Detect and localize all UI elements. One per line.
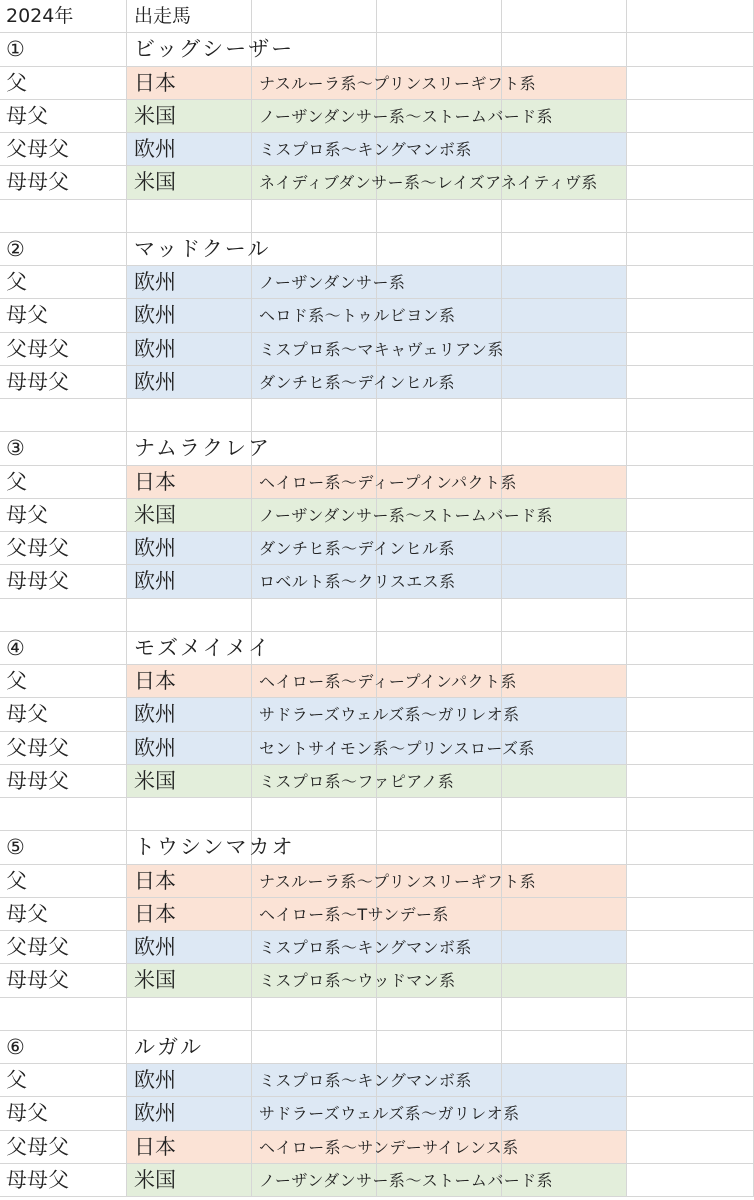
- grid-cell[interactable]: [627, 366, 754, 399]
- blank-row: [0, 998, 754, 1031]
- grid-cell[interactable]: [627, 67, 754, 100]
- region-label: 米国: [134, 170, 176, 195]
- grid-cell[interactable]: [377, 1031, 502, 1064]
- sire-line: サドラーズウェルズ系～ガリレオ系: [259, 1104, 520, 1124]
- horse-name: ビッグシーザー: [134, 37, 295, 62]
- relation-label: 父母父: [6, 935, 69, 959]
- grid-cell[interactable]: [627, 665, 754, 698]
- blank-row: [0, 599, 754, 632]
- grid-cell[interactable]: [627, 632, 754, 665]
- pedigree-row: [0, 931, 754, 964]
- region-label: 米国: [134, 968, 176, 993]
- pedigree-row: [0, 565, 754, 598]
- sire-line: ノーザンダンサー系～ストームバード系: [259, 1170, 553, 1190]
- horse-number: ③: [6, 436, 25, 461]
- grid-cell[interactable]: [127, 798, 252, 831]
- grid-cell[interactable]: [502, 366, 627, 399]
- pedigree-row: [0, 532, 754, 565]
- grid-cell[interactable]: [627, 266, 754, 299]
- sire-line: ナスルーラ系～プリンスリーギフト系: [259, 73, 537, 93]
- pedigree-row: [0, 299, 754, 332]
- region-label: 日本: [134, 669, 176, 693]
- grid-cell[interactable]: [502, 1031, 627, 1064]
- relation-label: 母父: [6, 103, 48, 128]
- region-label: 日本: [134, 469, 176, 494]
- pedigree-row: [0, 366, 754, 399]
- relation-label: 父: [6, 270, 27, 294]
- header-row: [0, 0, 754, 33]
- region-label: 欧州: [134, 270, 176, 294]
- relation-label: 母母父: [6, 569, 69, 594]
- relation-label: 母父: [6, 502, 48, 527]
- grid-cell[interactable]: [377, 798, 502, 831]
- grid-cell[interactable]: [627, 466, 754, 499]
- grid-cell[interactable]: [502, 233, 627, 266]
- blank-row: [0, 200, 754, 233]
- grid-cell[interactable]: [502, 266, 627, 299]
- grid-cell[interactable]: [502, 0, 627, 33]
- grid-cell[interactable]: [627, 299, 754, 332]
- horse-number: ①: [6, 37, 25, 62]
- grid-cell[interactable]: [627, 732, 754, 765]
- grid-cell[interactable]: [377, 632, 502, 665]
- relation-label: 父: [6, 469, 27, 494]
- sire-line: ミスプロ系～マキャヴェリアン系: [259, 339, 504, 359]
- sire-line: ミスプロ系～キングマンボ系: [259, 938, 472, 957]
- grid-cell[interactable]: [502, 1097, 627, 1130]
- grid-cell[interactable]: [377, 998, 502, 1031]
- grid-cell[interactable]: [502, 599, 627, 632]
- grid-cell[interactable]: [252, 1031, 377, 1064]
- grid-cell[interactable]: [627, 1064, 754, 1097]
- relation-label: 母母父: [6, 768, 69, 793]
- grid-cell[interactable]: [127, 200, 252, 233]
- grid-cell[interactable]: [377, 200, 502, 233]
- pedigree-row: [0, 732, 754, 765]
- relation-label: 父: [6, 868, 27, 893]
- horse-number: ④: [6, 635, 25, 660]
- region-label: 米国: [134, 103, 176, 128]
- grid-cell[interactable]: [127, 998, 252, 1031]
- region-label: 欧州: [134, 536, 176, 560]
- pedigree-row: [0, 499, 754, 532]
- grid-cell[interactable]: [627, 765, 754, 798]
- grid-cell[interactable]: [0, 798, 127, 831]
- grid-cell[interactable]: [502, 565, 627, 598]
- sire-line: ネイディブダンサー系～レイズアネイティヴ系: [259, 173, 598, 193]
- grid-cell[interactable]: [627, 698, 754, 731]
- horse-name: ナムラクレア: [134, 436, 271, 461]
- grid-cell[interactable]: [502, 133, 627, 166]
- blank-row: [0, 798, 754, 831]
- grid-cell[interactable]: [377, 399, 502, 432]
- grid-cell[interactable]: [0, 200, 127, 233]
- sire-line: サドラーズウェルズ系～ガリレオ系: [259, 705, 520, 725]
- pedigree-row: [0, 1164, 754, 1197]
- relation-label: 母母父: [6, 170, 69, 195]
- grid-cell[interactable]: [252, 599, 377, 632]
- grid-cell[interactable]: [627, 33, 754, 66]
- region-label: 欧州: [134, 1068, 176, 1092]
- pedigree-row: [0, 1064, 754, 1097]
- sire-line: ロベルト系～クリスエス系: [259, 572, 456, 592]
- grid-cell[interactable]: [627, 133, 754, 166]
- grid-cell[interactable]: [252, 233, 377, 266]
- grid-cell[interactable]: [502, 831, 627, 864]
- pedigree-row: [0, 1131, 754, 1164]
- grid-cell[interactable]: [627, 931, 754, 964]
- grid-cell[interactable]: [377, 33, 502, 66]
- sire-line: セントサイモン系～プリンスローズ系: [259, 738, 535, 758]
- grid-cell[interactable]: [627, 898, 754, 931]
- grid-cell[interactable]: [502, 532, 627, 565]
- grid-cell[interactable]: [0, 399, 127, 432]
- region-label: 欧州: [134, 935, 176, 959]
- grid-cell[interactable]: [627, 1031, 754, 1064]
- sire-line: ヘイロー系～Tサンデー系: [259, 904, 449, 924]
- horse-number: ⑤: [6, 835, 25, 860]
- relation-label: 父: [6, 70, 27, 95]
- sire-line: ミスプロ系～ウッドマン系: [259, 971, 456, 991]
- pedigree-row: [0, 333, 754, 366]
- grid-cell[interactable]: [627, 0, 754, 33]
- blank-row: [0, 399, 754, 432]
- pedigree-row: [0, 698, 754, 731]
- relation-label: 母父: [6, 901, 48, 926]
- horse-name: マッドクール: [134, 236, 271, 261]
- relation-label: 母母父: [6, 369, 69, 394]
- sire-line: ヘロド系～トゥルビヨン系: [259, 306, 456, 326]
- grid-cell[interactable]: [627, 399, 754, 432]
- grid-cell[interactable]: [502, 632, 627, 665]
- horse-name-row: [0, 33, 754, 66]
- pedigree-row: [0, 266, 754, 299]
- grid-cell[interactable]: [502, 432, 627, 465]
- sire-line: ミスプロ系～キングマンボ系: [259, 1071, 472, 1090]
- grid-cell[interactable]: [127, 399, 252, 432]
- grid-cell[interactable]: [377, 0, 502, 33]
- sire-line: ノーザンダンサー系～ストームバード系: [259, 505, 553, 525]
- region-label: 日本: [134, 70, 176, 95]
- pedigree-row: [0, 898, 754, 931]
- region-label: 日本: [134, 868, 176, 893]
- pedigree-row: [0, 765, 754, 798]
- pedigree-row: [0, 1097, 754, 1130]
- region-label: 米国: [134, 502, 176, 527]
- relation-label: 父母父: [6, 735, 69, 760]
- grid-cell[interactable]: [377, 233, 502, 266]
- region-label: 欧州: [134, 303, 176, 328]
- sire-line: ナスルーラ系～プリンスリーギフト系: [259, 871, 537, 891]
- sire-line: ノーザンダンサー系: [259, 273, 406, 292]
- horse-name: ルガル: [134, 1034, 203, 1059]
- grid-cell[interactable]: [627, 998, 754, 1031]
- grid-cell[interactable]: [627, 432, 754, 465]
- grid-cell[interactable]: [627, 166, 754, 199]
- grid-cell[interactable]: [502, 299, 627, 332]
- relation-label: 母父: [6, 1101, 48, 1126]
- relation-label: 父母父: [6, 336, 69, 361]
- relation-label: 母母父: [6, 1167, 69, 1192]
- year-label: 2024年: [6, 5, 74, 27]
- grid-cell[interactable]: [502, 964, 627, 997]
- grid-cell[interactable]: [502, 931, 627, 964]
- sire-line: ヘイロー系～ディープインパクト系: [259, 672, 517, 691]
- horse-name: モズメイメイ: [134, 635, 271, 660]
- grid-cell[interactable]: [627, 831, 754, 864]
- relation-label: 父: [6, 1068, 27, 1092]
- grid-cell[interactable]: [502, 33, 627, 66]
- grid-cell[interactable]: [627, 599, 754, 632]
- horse-name-row: [0, 1031, 754, 1064]
- grid-cell[interactable]: [502, 898, 627, 931]
- relation-label: 母父: [6, 702, 48, 727]
- sire-line: ダンチヒ系～デインヒル系: [259, 539, 455, 558]
- grid-cell[interactable]: [627, 233, 754, 266]
- pedigree-row: [0, 100, 754, 133]
- grid-cell[interactable]: [252, 399, 377, 432]
- relation-label: 父母父: [6, 137, 69, 161]
- grid-cell[interactable]: [377, 599, 502, 632]
- region-label: 欧州: [134, 569, 176, 594]
- region-label: 欧州: [134, 336, 176, 361]
- pedigree-row: [0, 67, 754, 100]
- grid-cell[interactable]: [377, 831, 502, 864]
- horse-name-row: [0, 432, 754, 465]
- sire-line: ノーザンダンサー系～ストームバード系: [259, 106, 553, 126]
- region-label: 欧州: [134, 369, 176, 394]
- grid-cell[interactable]: [627, 865, 754, 898]
- grid-cell[interactable]: [502, 1064, 627, 1097]
- grid-cell[interactable]: [627, 100, 754, 133]
- grid-cell[interactable]: [252, 0, 377, 33]
- relation-label: 母母父: [6, 968, 69, 993]
- sire-line: ヘイロー系～ディープインパクト系: [259, 472, 517, 492]
- horse-name: トウシンマカオ: [134, 835, 295, 860]
- grid-cell[interactable]: [502, 765, 627, 798]
- grid-cell[interactable]: [502, 399, 627, 432]
- grid-cell[interactable]: [252, 998, 377, 1031]
- horse-name-row: [0, 233, 754, 266]
- grid-cell[interactable]: [252, 798, 377, 831]
- region-label: 日本: [134, 1134, 176, 1159]
- sire-line: ダンチヒ系～デインヒル系: [259, 372, 455, 392]
- grid-cell[interactable]: [502, 200, 627, 233]
- grid-cell[interactable]: [627, 1164, 754, 1197]
- grid-cell[interactable]: [502, 998, 627, 1031]
- pedigree-row: [0, 964, 754, 997]
- horse-name-row: [0, 632, 754, 665]
- region-label: 欧州: [134, 735, 176, 760]
- region-label: 欧州: [134, 702, 176, 727]
- grid-cell[interactable]: [502, 333, 627, 366]
- grid-cell[interactable]: [0, 998, 127, 1031]
- region-label: 欧州: [134, 1101, 176, 1126]
- grid-cell[interactable]: [627, 798, 754, 831]
- grid-cell[interactable]: [502, 665, 627, 698]
- sire-line: ミスプロ系～キングマンボ系: [259, 140, 472, 159]
- horse-name-row: [0, 831, 754, 864]
- region-label: 米国: [134, 1167, 176, 1192]
- grid-cell[interactable]: [252, 200, 377, 233]
- region-label: 米国: [134, 768, 176, 793]
- grid-cell[interactable]: [627, 200, 754, 233]
- region-label: 日本: [134, 901, 176, 926]
- grid-cell[interactable]: [627, 1097, 754, 1130]
- grid-cell[interactable]: [377, 432, 502, 465]
- region-label: 欧州: [134, 137, 176, 161]
- grid-cell[interactable]: [502, 698, 627, 731]
- relation-label: 父: [6, 669, 27, 693]
- relation-label: 母父: [6, 303, 48, 328]
- sire-line: ミスプロ系～ファピアノ系: [259, 771, 455, 791]
- column-title: 出走馬: [134, 5, 192, 27]
- grid-cell[interactable]: [0, 599, 127, 632]
- pedigree-row: [0, 133, 754, 166]
- grid-cell[interactable]: [627, 499, 754, 532]
- grid-cell[interactable]: [627, 565, 754, 598]
- grid-cell[interactable]: [502, 466, 627, 499]
- pedigree-row: [0, 665, 754, 698]
- grid-cell[interactable]: [627, 1131, 754, 1164]
- grid-cell[interactable]: [127, 599, 252, 632]
- relation-label: 父母父: [6, 1134, 69, 1159]
- pedigree-row: [0, 166, 754, 199]
- horse-number: ②: [6, 236, 25, 261]
- grid-cell[interactable]: [502, 1131, 627, 1164]
- sire-line: ヘイロー系～サンデーサイレンス系: [259, 1137, 519, 1157]
- grid-cell[interactable]: [502, 798, 627, 831]
- grid-cell[interactable]: [627, 333, 754, 366]
- pedigree-row: [0, 865, 754, 898]
- grid-cell[interactable]: [627, 964, 754, 997]
- grid-cell[interactable]: [627, 532, 754, 565]
- pedigree-row: [0, 466, 754, 499]
- relation-label: 父母父: [6, 536, 69, 560]
- horse-number: ⑥: [6, 1034, 25, 1059]
